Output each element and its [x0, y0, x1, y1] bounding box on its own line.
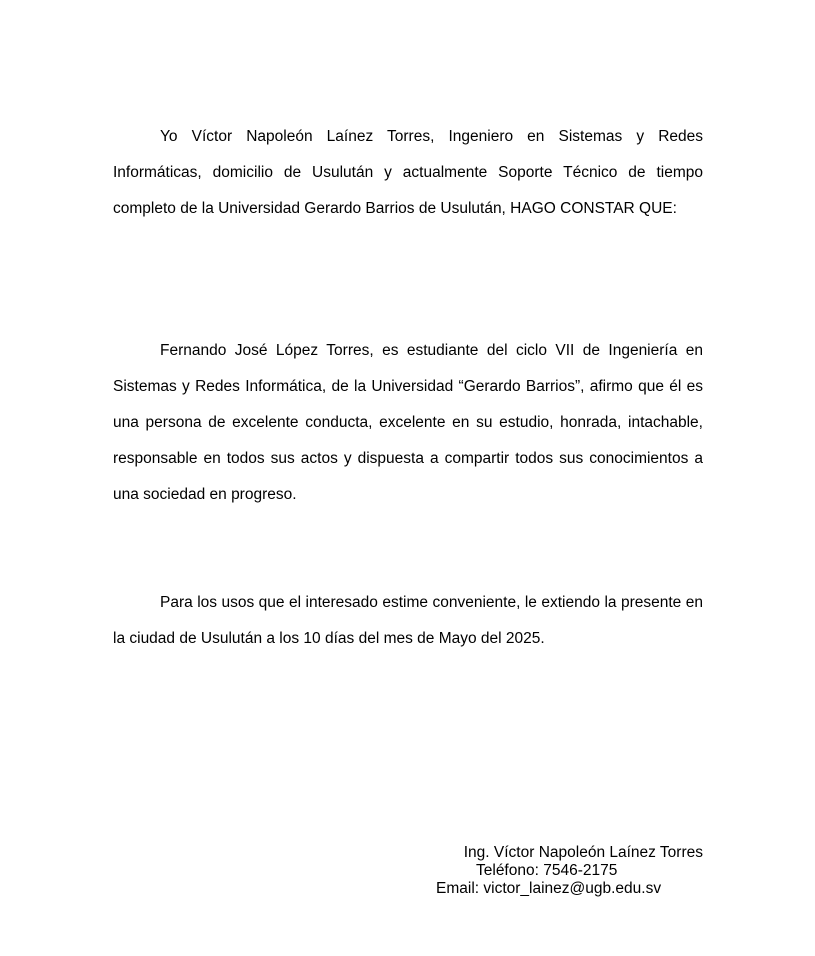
intro-paragraph: Yo Víctor Napoleón Laínez Torres, Ingeniero en Sistemas y Redes Informáticas, domicilio de Usulután y actualmente Soporte Técnico de tiempo completo de la Universidad Gerardo Barrios de Usulután, HAGO CONSTAR QUE: — [113, 128, 703, 217]
signature-phone: Teléfono: 7546-2175 — [476, 862, 618, 879]
signature-email: Email: victor_lainez@ugb.edu.sv — [436, 880, 662, 897]
body-paragraph: Fernando José López Torres, es estudiante del ciclo VII de Ingeniería en Sistemas y Redes Informática, de la Universidad “Gerardo Barrios”, afirmo que él es una persona de excelente conducta, excelente en su estudio, honrada, intachable, responsable en todos sus actos y dispuesta a compartir todos sus conocimientos a una sociedad en progreso. — [113, 342, 703, 503]
closing-paragraph: Para los usos que el interesado estime conveniente, le extiendo la presente en la ciudad de Usulután a los 10 días del mes de Mayo del 2025. — [113, 594, 703, 647]
signature-name: Ing. Víctor Napoleón Laínez Torres — [463, 844, 703, 861]
